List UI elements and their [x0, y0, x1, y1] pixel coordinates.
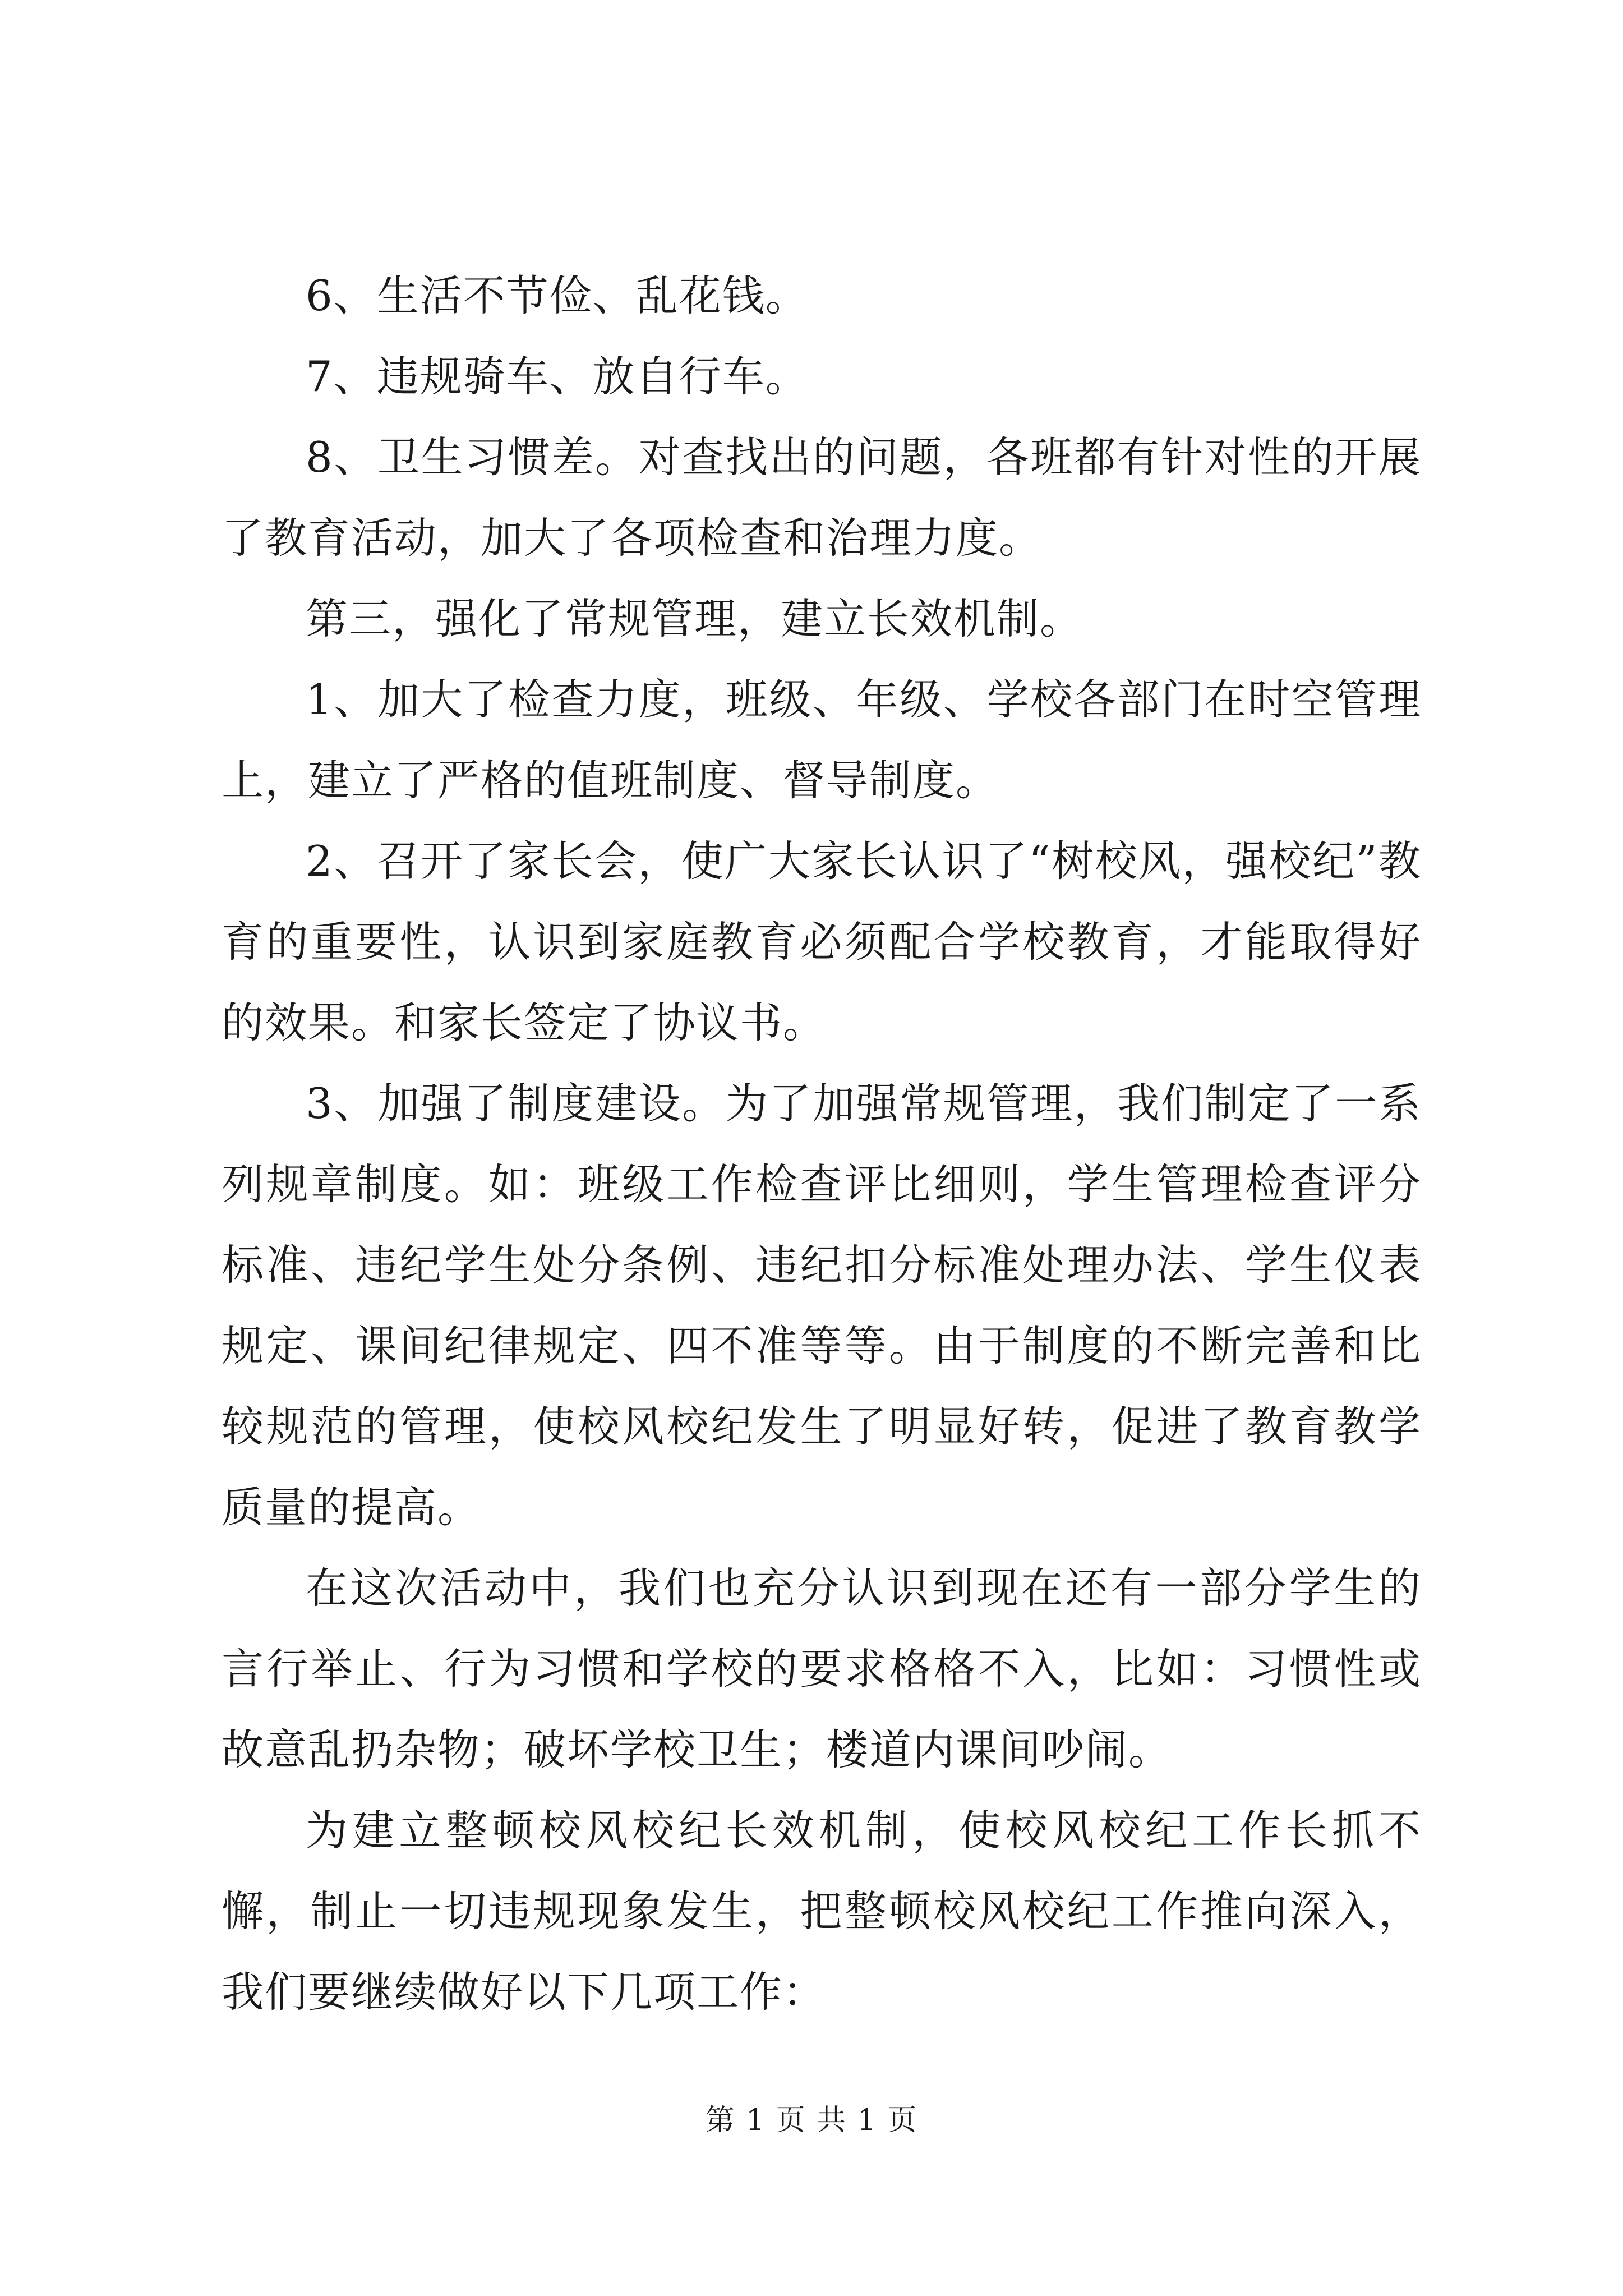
paragraph: 3、加强了制度建设。为了加强常规管理，我们制定了一系列规章制度。如：班级工作检查评比细则，学生管理检查评分标准、违纪学生处分条例、违纪扣分标准处理办法、学生仪表规定、课间纪律规定、四不准等等。由于制度的不断完善和比较规范的管理，使校风校纪发生了明显好转，促进了教育教学质量的提高。 [222, 1079, 1422, 1532]
document-body [222, 255, 1422, 2032]
paragraph: 8、卫生习惯差。对查找出的问题，各班都有针对性的开展了教育活动，加大了各项检查和治理力度。 [222, 432, 1422, 563]
page-number-footer: 第 1 页 共 1 页 [705, 2104, 918, 2137]
paragraph: 6、生活不节俭、乱花钱。 [306, 271, 809, 320]
section-heading: 第三，强化了常规管理，建立长效机制。 [306, 594, 1083, 643]
paragraph: 为建立整顿校风校纪长效机制，使校风校纪工作长抓不懈，制止一切违规现象发生，把整顿校风校纪工作推向深入，我们要继续做好以下几项工作： [222, 1806, 1422, 2017]
paragraph: 在这次活动中，我们也充分认识到现在还有一部分学生的言行举止、行为习惯和学校的要求格格不入，比如：习惯性或故意乱扔杂物；破坏学校卫生；楼道内课间吵闹。 [222, 1563, 1422, 1774]
paragraph: 1、加大了检查力度，班级、年级、学校各部门在时空管理上，建立了严格的值班制度、督导制度。 [222, 675, 1422, 805]
paragraph: 7、违规骑车、放自行车。 [306, 352, 809, 401]
paragraph: 2、召开了家长会，使广大家长认识了“树校风，强校纪”教育的重要性，认识到家庭教育必须配合学校教育，才能取得好的效果。和家长签定了协议书。 [222, 836, 1422, 1047]
